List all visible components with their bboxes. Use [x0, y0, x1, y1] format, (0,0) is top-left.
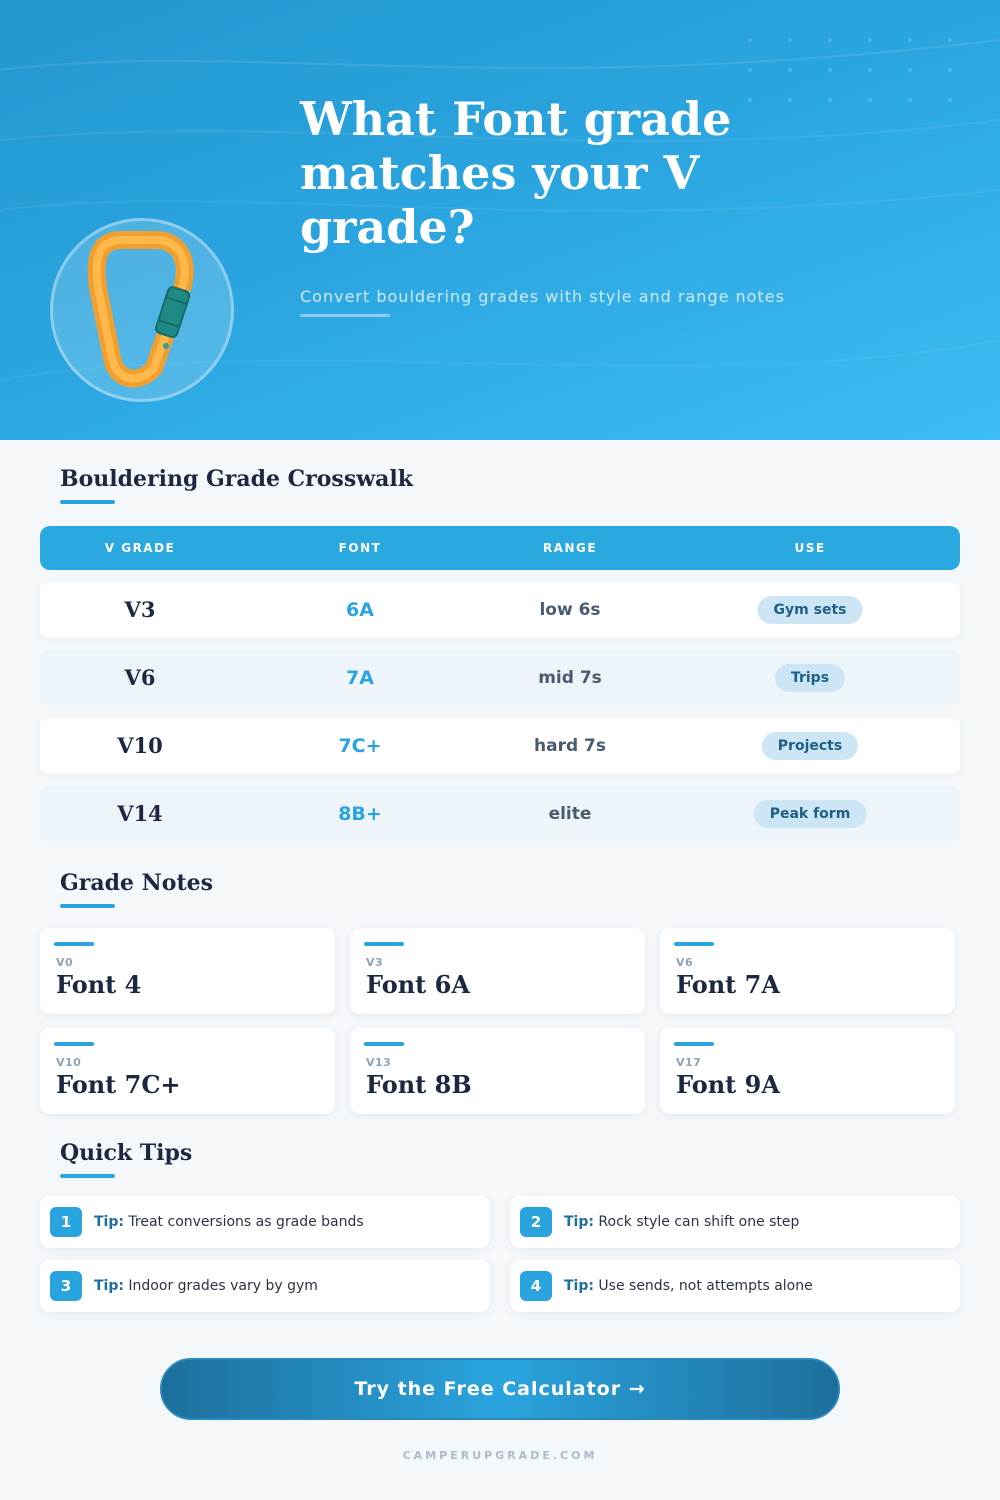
subtitle-underline — [300, 314, 390, 317]
cell-v-grade: V6 — [124, 665, 156, 690]
tip-body: Use sends, not attempts alone — [598, 1278, 813, 1294]
cell-range: mid 7s — [538, 668, 602, 688]
header-range: RANGE — [542, 541, 598, 555]
tip-prefix: Tip: — [564, 1214, 594, 1230]
use-badge: Peak form — [754, 800, 867, 828]
card-v-label: V10 — [56, 1056, 82, 1069]
table-row — [40, 582, 960, 638]
tip-number-badge: 2 — [520, 1207, 552, 1237]
cell-range: elite — [548, 804, 592, 824]
tips-underline — [60, 1174, 115, 1178]
card-font-value: Font 6A — [366, 970, 470, 999]
crosswalk-title: Bouldering Grade Crosswalk — [60, 466, 413, 492]
hero-banner — [0, 0, 1000, 440]
table-row — [40, 786, 960, 842]
tip-text — [94, 1196, 364, 1248]
tip-number-badge: 1 — [50, 1207, 82, 1237]
note-card — [660, 928, 955, 1014]
cell-v-grade: V3 — [124, 597, 156, 622]
tip-item — [510, 1196, 960, 1248]
crosswalk-underline — [60, 500, 115, 504]
tip-number-badge: 3 — [50, 1271, 82, 1301]
table-row — [40, 650, 960, 706]
card-font-value: Font 7C+ — [56, 1070, 181, 1099]
card-accent-bar — [364, 1042, 404, 1046]
tips-title: Quick Tips — [60, 1140, 193, 1166]
tip-text — [94, 1260, 318, 1312]
card-font-value: Font 9A — [676, 1070, 780, 1099]
card-v-label: V3 — [366, 956, 384, 969]
tip-text — [564, 1260, 813, 1312]
tip-prefix: Tip: — [94, 1214, 124, 1230]
card-accent-bar — [364, 942, 404, 946]
footer-site-link[interactable]: CAMPERUPGRADE.COM — [402, 1449, 598, 1462]
tip-text — [564, 1196, 799, 1248]
card-accent-bar — [54, 1042, 94, 1046]
card-font-value: Font 4 — [56, 970, 142, 999]
cell-v-grade: V10 — [117, 733, 163, 758]
use-badge: Gym sets — [758, 596, 863, 624]
notes-title: Grade Notes — [60, 870, 214, 896]
carabiner-icon — [50, 218, 234, 402]
cell-font-grade: 8B+ — [338, 803, 382, 825]
card-v-label: V0 — [56, 956, 74, 969]
tip-number-badge: 4 — [520, 1271, 552, 1301]
table-row — [40, 718, 960, 774]
use-badge: Trips — [775, 664, 845, 692]
page-title: What Font grade matches your V grade? — [300, 92, 732, 254]
header-font: FONT — [338, 541, 382, 555]
card-v-label: V13 — [366, 1056, 392, 1069]
note-card — [40, 1028, 335, 1114]
header-v-grade: V GRADE — [104, 541, 176, 555]
calculator-cta-button[interactable]: Try the Free Calculator → — [160, 1358, 840, 1420]
card-font-value: Font 8B — [366, 1070, 472, 1099]
card-accent-bar — [674, 942, 714, 946]
note-card — [350, 1028, 645, 1114]
tip-body: Rock style can shift one step — [598, 1214, 800, 1230]
header-use: USE — [794, 541, 826, 555]
tip-item — [510, 1260, 960, 1312]
card-v-label: V17 — [676, 1056, 702, 1069]
tip-prefix: Tip: — [94, 1278, 124, 1294]
cell-range: hard 7s — [534, 736, 606, 756]
use-badge: Projects — [762, 732, 858, 760]
page-subtitle: Convert bouldering grades with style and range notes — [300, 287, 785, 306]
card-accent-bar — [54, 942, 94, 946]
notes-underline — [60, 904, 115, 908]
tip-item — [40, 1196, 490, 1248]
table-header — [40, 526, 960, 570]
note-card — [660, 1028, 955, 1114]
note-card — [40, 928, 335, 1014]
cell-font-grade: 7A — [346, 667, 374, 689]
card-accent-bar — [674, 1042, 714, 1046]
cell-v-grade: V14 — [117, 801, 163, 826]
cell-font-grade: 6A — [346, 599, 374, 621]
cell-range: low 6s — [539, 600, 601, 620]
tip-body: Treat conversions as grade bands — [128, 1214, 364, 1230]
tip-body: Indoor grades vary by gym — [128, 1278, 318, 1294]
card-v-label: V6 — [676, 956, 694, 969]
cell-font-grade: 7C+ — [338, 735, 382, 757]
tip-prefix: Tip: — [564, 1278, 594, 1294]
note-card — [350, 928, 645, 1014]
tip-item — [40, 1260, 490, 1312]
card-font-value: Font 7A — [676, 970, 780, 999]
